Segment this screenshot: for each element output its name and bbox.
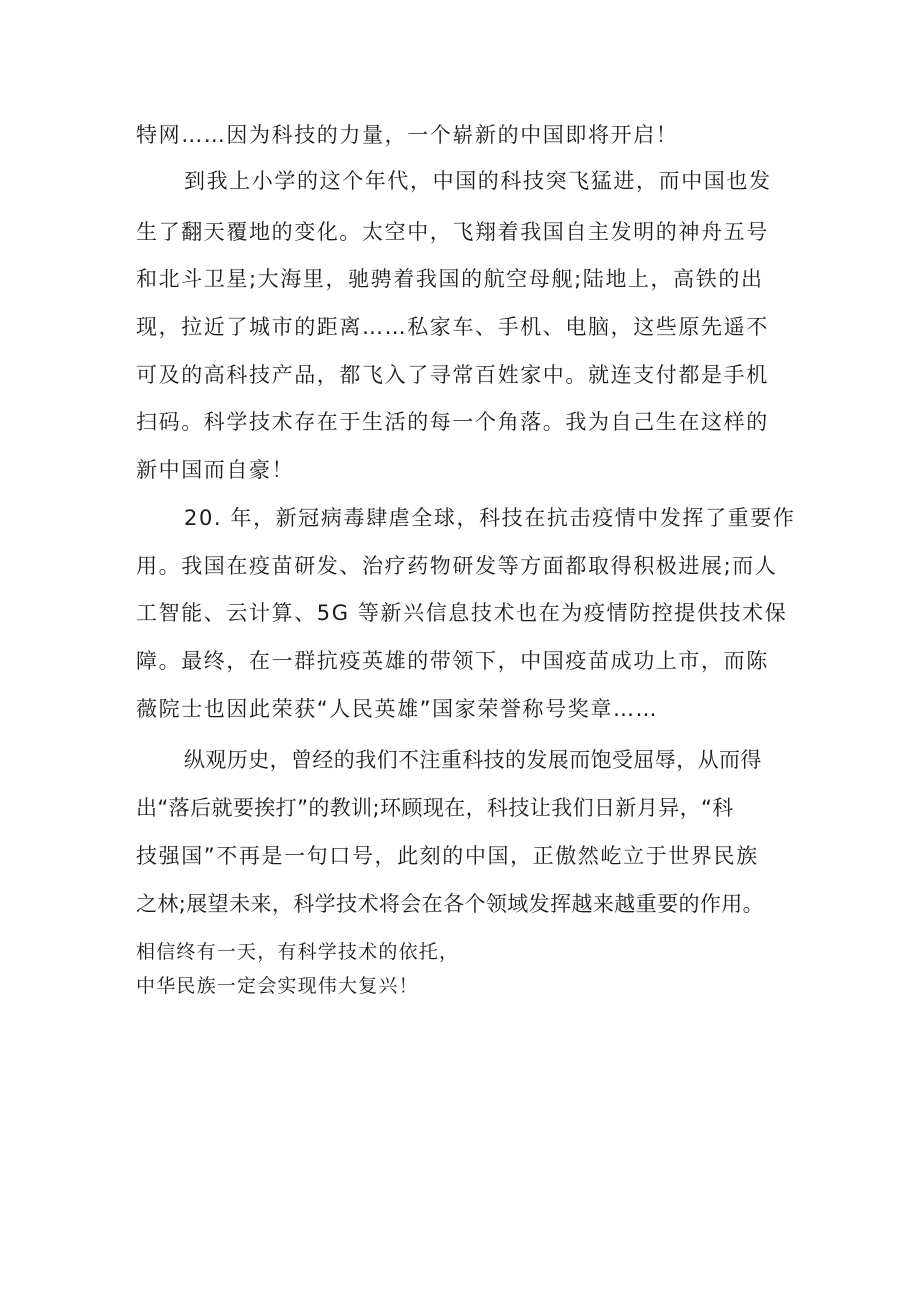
paragraph-3-line-5: 薇院士也因此荣获“人民英雄”国家荣誉称号奖章……: [136, 697, 659, 721]
closing-line-2: 中华民族一定会实现伟大复兴！: [136, 975, 419, 997]
paragraph-3-line-1: 20. 年，新冠病毒肆虐全球，科技在抗击疫情中发挥了重要作: [184, 506, 796, 530]
paragraph-4-line-2: 出“落后就要挨打”的教训;环顾现在，科技让我们日新月异，“科: [136, 796, 734, 820]
paragraph-3-line-4: 障。最终，在一群抗疫英雄的带领下，中国疫苗成功上市，而陈: [136, 649, 769, 673]
paragraph-2-line-5: 可及的高科技产品，都飞入了寻常百姓家中。就连支付都是手机: [136, 363, 769, 387]
paragraph-2-line-1: 到我上小学的这个年代，中国的科技突飞猛进，而中国也发: [184, 169, 772, 193]
paragraph-3-line-2: 用。我国在疫苗研发、治疗药物研发等方面都取得积极进展;而人: [136, 554, 778, 578]
paragraph-2-line-4: 现，拉近了城市的距离……私家车、手机、电脑，这些原先遥不: [136, 315, 769, 339]
paragraph-4-line-1: 纵观历史，曾经的我们不注重科技的发展而饱受屈辱，从而得: [184, 748, 762, 772]
paragraph-2-line-2: 生了翻天覆地的变化。太空中，飞翔着我国自主发明的神舟五号: [136, 220, 769, 244]
paragraph-4-line-3: 技强国”不再是一句口号，此刻的中国，正傲然屹立于世界民族: [136, 844, 759, 868]
paragraph-2-line-3: 和北斗卫星;大海里，驰骋着我国的航空母舰;陆地上，高铁的出: [136, 267, 764, 291]
paragraph-2-line-6: 扫码。科学技术存在于生活的每一个角落。我为自己生在这样的: [136, 410, 769, 434]
paragraph-4-line-4: 之林;展望未来，科学技术将会在各个领域发挥越来越重要的作用。: [136, 892, 765, 916]
paragraph-3-line-3: 工智能、云计算、5G 等新兴信息技术也在为疫情防控提供技术保: [136, 601, 788, 625]
closing-line-1: 相信终有一天，有科学技术的依托，: [136, 941, 460, 963]
paragraph-1-line-1: 特网……因为科技的力量，一个崭新的中国即将开启！: [136, 123, 679, 147]
paragraph-2-line-7: 新中国而自豪！: [136, 458, 295, 482]
